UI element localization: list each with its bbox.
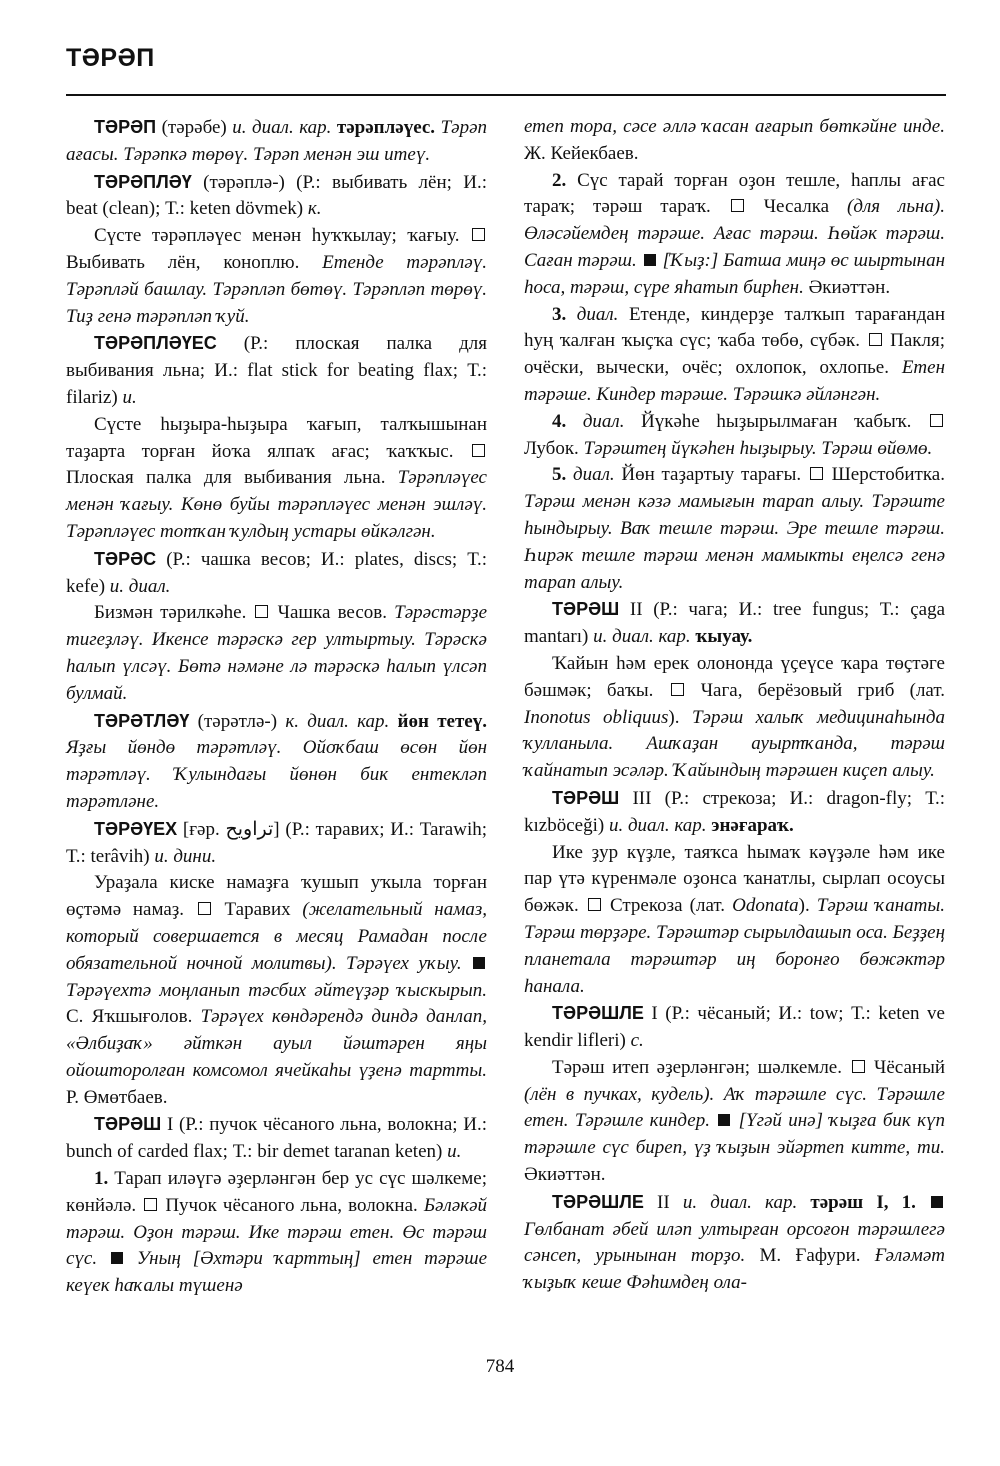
russian-gloss-box-icon xyxy=(852,1060,865,1073)
russian-gloss-box-icon xyxy=(472,228,485,241)
running-head: ТӘРӘП xyxy=(66,44,155,72)
headword: ТӘРӘШЛЕ xyxy=(552,1191,644,1212)
headword: ТӘРӘҮЕХ xyxy=(94,818,178,839)
headword: ТӘРӘТЛӘҮ xyxy=(94,710,190,731)
russian-gloss-box-icon xyxy=(255,605,268,618)
entry-tarauekh: ТӘРӘҮЕХ [ғәр. تراويح] (Р.: таравих; И.: Tarawih; Т.: terâvih) и. дини. xyxy=(66,818,487,867)
russian-gloss-box-icon xyxy=(930,414,943,427)
russian-gloss-box-icon xyxy=(731,199,744,212)
russian-gloss-box-icon xyxy=(810,467,823,480)
headword: ТӘРӘШ xyxy=(552,599,620,620)
entry-taresh-1-sense-2: 2. Сүс тарай торған оҙон тешле, һаплы ағас тараҡ; тәрәш тараҡ. Чесалка (для льна). Өләсәйемдең тәрәше. Ағас тәрәш. Һөйәк тәрәш. Саған тәрәш. [Ҡыҙ:] Батша миңә өс шыртынан һоса, тәрәш, сүре яһатып бирһен. Әкиәттән. xyxy=(524,169,945,298)
citation-square-icon xyxy=(644,254,656,266)
russian-gloss-box-icon xyxy=(588,898,601,911)
citation-square-icon xyxy=(931,1196,943,1208)
entry-taresh-1-sense-3: 3. диал. Етенде, киндерҙе талҡып тарағандан һуң ҡалған ҡыҫҡа сүс; ҡаба төбө, сүбәк. Пакля; очёски, вычески, очёс; охлопок, охлопье. Етен тәрәше. Киндер тәрәше. Тәрәшкә әйләнгән. xyxy=(524,303,945,405)
headword: ТӘРӘПЛӘҮ xyxy=(94,171,192,192)
entry-taresh-1-sense-5: 5. диал. Йөн таҙартыу тарағы. Шерстобитка. Тәрәш менән кәзә мамығын тарап алыу. Тәрәште һындырыу. Ваҡ тешле тәрәш. Эре тешле тәрәш. Һирәк тешле тәрәш менән мамыкты еңелсә генә тарап алыу. xyxy=(524,464,945,593)
entry-tares: ТӘРӘС (Р.: чашка весов; И.: plates, discs; Т.: kefe) и. диал. xyxy=(66,548,487,597)
headword: ТӘРӘПЛӘҮЕС xyxy=(94,333,217,354)
entry-taretlau: ТӘРӘТЛӘҮ (тәрәтлә-) к. диал. кар. йөн тетеү. Яҙғы йөндө тәрәтләү. Ойоҡбаш өсөн йөн тәрәтләү. Ҡулындағы йөнөн бик ентекләп тәрәтләне. xyxy=(66,710,487,812)
entry-tareplaues-definition: Сүсте һыҙыра-һыҙыра ҡағып, талҡышынан таҙарта торған йоҡа ялпаҡ ағас; ҡаҡҡыс. Плоская палка для выбивания льна. Тәрәпләүес менән ҡағыу. Көнө буйы тәрәпләүес менән эшләү. Тәрәпләүес тотҡан ҡулдың устары өйкәлгән. xyxy=(66,413,487,542)
continued-citation: етеп тора, сәсе әллә ҡасан ағарып бөткәйне инде. Ж. Кейекбаев. xyxy=(524,116,945,164)
citation-square-icon xyxy=(718,1114,730,1126)
header-rule xyxy=(66,94,946,96)
citation-square-icon xyxy=(473,957,485,969)
entry-tareplau-definition: Сүсте тәрәпләүес менән һуҡҡылау; ҡағыу. Выбивать лён, коноплю. Етенде тәрәпләү. Тәрәпләй башлау. Тәрәпләп бөтөү. Тәрәпләп төрөү. Тиҙ генә тәрәпләп ҡуй. xyxy=(66,225,487,327)
headword: ТӘРӘП xyxy=(94,117,157,137)
headword: ТӘРӘШ xyxy=(94,1114,162,1135)
citation-square-icon xyxy=(111,1252,123,1264)
entry-tareshle-1: ТӘРӘШЛЕ I (Р.: чёсаный; И.: tow; Т.: keten ve kendir lifleri) с. xyxy=(524,1003,945,1052)
entry-tareshle-2: ТӘРӘШЛЕ II и. диал. кар. тәрәш I, 1. Гөлбанат әбей иләп ултырған орсоғон тәрәшлегә сәнсеп, урынынан торҙо. М. Ғафури. Ғәләмәт ҡыҙыҡ кеше Фәһимдең ола- xyxy=(524,1191,945,1294)
left-column xyxy=(66,114,487,1300)
headword: ТӘРӘШ xyxy=(552,787,620,808)
russian-gloss-box-icon xyxy=(472,444,485,457)
entry-taresh-1-sense-1: 1. Тарап иләүгә әҙерләнгән бер ус сүс шәлкеме; көнйәлә. Пучок чёсаного льна, волокна. Бәләкәй тәрәш. Оҙон тәрәш. Ике тәрәш етен. Өс тәрәш сүс. Уның [Әхтәри ҡарттың] етен тәрәше кеүек һаҡалы түшенә xyxy=(66,1168,488,1297)
headword: ТӘРӘШЛЕ xyxy=(552,1003,644,1024)
entry-taresh-2: ТӘРӘШ II (Р.: чага; И.: tree fungus; Т.: çaga mantarı) и. диал. кар. ҡыуау. xyxy=(524,599,945,648)
entry-tareshle-1-definition: Тәрәш итеп әҙерләнгән; шәлкемле. Чёсаный (лён в пучках, кудель). Аҡ тәрәшле сүс. Тәрәшле етен. Тәрәшле киндер. [Үгәй инә] ҡыҙға бик күп тәрәшле сүс биреп, үҙ ҡыҙын эйәртеп китте, ти. Әкиәттән. xyxy=(524,1056,946,1186)
russian-gloss-box-icon xyxy=(869,333,882,346)
russian-gloss-box-icon xyxy=(671,683,684,696)
entry-taresh-1-sense-4: 4. диал. Йүкәһе һыҙырылмаған ҡабыҡ. Лубок. Тәрәштең йүкәһен һыҙырыу. Тәрәш өйөмө. xyxy=(524,409,945,463)
entry-tarep: ТӘРӘП (тәрәбе) и. диал. кар. тәрәпләүес. Тәрәп ағасы. Тәрәпкә төрөү. Тәрәп менән эш итеү. xyxy=(66,117,487,165)
entry-tareplau: ТӘРӘПЛӘҮ (тәрәплә-) (Р.: выбивать лён; И.: beat (clean); Т.: keten dövmek) к. xyxy=(66,171,487,220)
russian-gloss-box-icon xyxy=(144,1198,157,1211)
entry-taresh-3-definition: Ике ҙур күҙле, таяҡса һымаҡ кәүҙәле һәм ике пар үтә күренмәле оҙонса ҡанатлы, сырлап осоусы бөжәк. Стрекоза (лат. Odonata). Тәрәш ҡанаты. Тәрәш төрҙәре. Тәрәштәр сырылдашып оса. Беҙҙең планетала тәрәштәр иң боронғо бөжәктәр һанала. xyxy=(524,841,945,997)
entry-tares-definition: Бизмән тәрилкәһе. Чашка весов. Тәрәстәрҙе тигеҙләү. Икенсе тәрәскә гер ултыртыу. Тәрәскә һалып үлсәү. Бөтә нәмәне лә тәрәскә һалып үлсәп булмай. xyxy=(66,602,488,704)
page-number: 784 xyxy=(485,1356,515,1377)
entry-taresh-1: ТӘРӘШ I (Р.: пучок чёсаного льна, волокна; И.: bunch of carded flax; Т.: bir demet taranan keten) и. xyxy=(66,1114,487,1163)
right-column xyxy=(524,114,945,1297)
entry-taresh-2-definition: Ҡайын һәм ерек олононда үҫеүсе ҡара төҫтәге бәшмәк; баҡы. Чага, берёзовый гриб (лат. Inonotus obliquus). Тәрәш халыҡ медицинаһында ҡулланыла. Ашҡаҙан ауыртҡанда, тәрәш ҡайнатып эсәләр. Ҡайындың тәрәшен киҫеп алыу. xyxy=(524,652,945,782)
russian-gloss-box-icon xyxy=(198,902,211,915)
headword: ТӘРӘС xyxy=(94,548,157,569)
entry-tareplaues: ТӘРӘПЛӘҮЕС (Р.: плоская палка для выбивания льна; И.: flat stick for beating flax; Т.: filariz) и. xyxy=(66,333,487,408)
entry-tarauekh-definition: Ураҙала киске намаҙға ҡушып уҡыла торған өҫтәмә намаҙ. Таравих (желательный намаз, который совершается в месяц Рамадан после обязательной ночной молитвы). Тәрәүех уҡыу. Тәрәүехтә моңланып тәсбих әйтеүҙәр ҡыскырып. С. Яҡшығолов. Тәрәүех көндәрендә диндә данлап, «Әлбиҙаҡ» әйткән ауыл йәштәрен яңы ойошторолған комсомол ячейкаһы үҙенә тартты. Р. Өмөтбаев. xyxy=(66,872,488,1108)
entry-taresh-3: ТӘРӘШ III (Р.: стрекоза; И.: dragon-fly; Т.: kızböceği) и. диал. кар. энәғараҡ. xyxy=(524,787,945,836)
